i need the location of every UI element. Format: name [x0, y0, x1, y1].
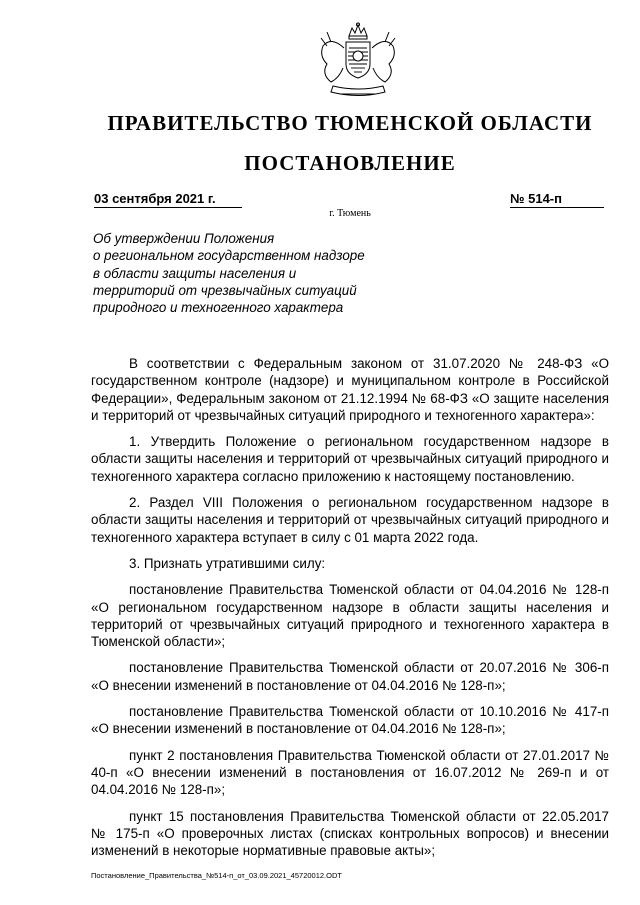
repealed-act-paragraph: постановление Правительства Тюменской области от 20.07.2016 № 306-п «О внесении изменений в постановление от 04.04.2016 № 128-п»;	[91, 660, 609, 693]
document-body	[91, 355, 609, 868]
subject-line: природного и техногенного характера	[93, 300, 344, 316]
document-type: ПОСТАНОВЛЕНИЕ	[244, 151, 456, 175]
repealed-act-paragraph: пункт 15 постановления Правительства Тюменской области от 22.05.2017 № 175-п «О проверочных листах (списках контрольных вопросов) и внесении изменений в некоторые нормативные правовые акты»;	[91, 808, 609, 859]
preamble-paragraph: В соответствии с Федеральным законом от 31.07.2020 № 248-ФЗ «О государственном контроле (надзоре) и муниципальном контроле в Российской Федерации», Федеральным законом от 21.12.1994 № 68-ФЗ «О защите населения и территорий от чрезвычайных ситуаций природного и техногенного характера»:	[91, 356, 609, 423]
subject-line: о региональном государственном надзоре	[93, 248, 365, 264]
document-number: № 514-п	[510, 191, 604, 208]
coat-of-arms-icon	[311, 22, 405, 102]
subject-block	[93, 230, 383, 316]
clause-paragraph: 1. Утвердить Положение о региональном государственном надзоре в области защиты населения и территорий от чрезвычайных ситуаций природного и техногенного характера согласно приложению к настоящему постановлению.	[91, 434, 609, 484]
repealed-act-paragraph: пункт 2 постановления Правительства Тюменской области от 27.01.2017 № 40-п «О внесении изменений в постановления от 16.07.2012 № 269-п и от 04.04.2016 № 128-п»;	[91, 747, 609, 798]
document-date: 03 сентября 2021 г.	[94, 191, 242, 208]
government-title: ПРАВИТЕЛЬСТВО ТЮМЕНСКОЙ ОБЛАСТИ	[107, 111, 593, 135]
repealed-act-paragraph: постановление Правительства Тюменской области от 04.04.2016 № 128-п «О региональном государственном надзоре в области защиты населения и территорий от чрезвычайных ситуаций природного и техногенного характера в Тюменской области»;	[91, 582, 609, 650]
clause-paragraph: 2. Раздел VIII Положения о региональном государственном надзоре в области защиты населения и территорий от чрезвычайных ситуаций природного и техногенного характера вступает в силу с 01 марта 2022 года.	[91, 495, 609, 545]
subject-line: в области защиты населения и	[93, 265, 297, 281]
subject-line: Об утверждении Положения	[93, 231, 275, 246]
city-label: г. Тюмень	[329, 208, 371, 219]
file-name-footer: Постановление_Правительства_№514-п_от_03.09.2021_45720012.ODT	[91, 871, 342, 880]
clause-paragraph: 3. Признать утратившими силу:	[129, 555, 326, 571]
repealed-act-paragraph: постановление Правительства Тюменской области от 10.10.2016 № 417-п «О внесении изменений в постановление от 04.04.2016 № 128-п»;	[91, 704, 609, 737]
subject-line: территорий от чрезвычайных ситуаций	[93, 282, 357, 298]
